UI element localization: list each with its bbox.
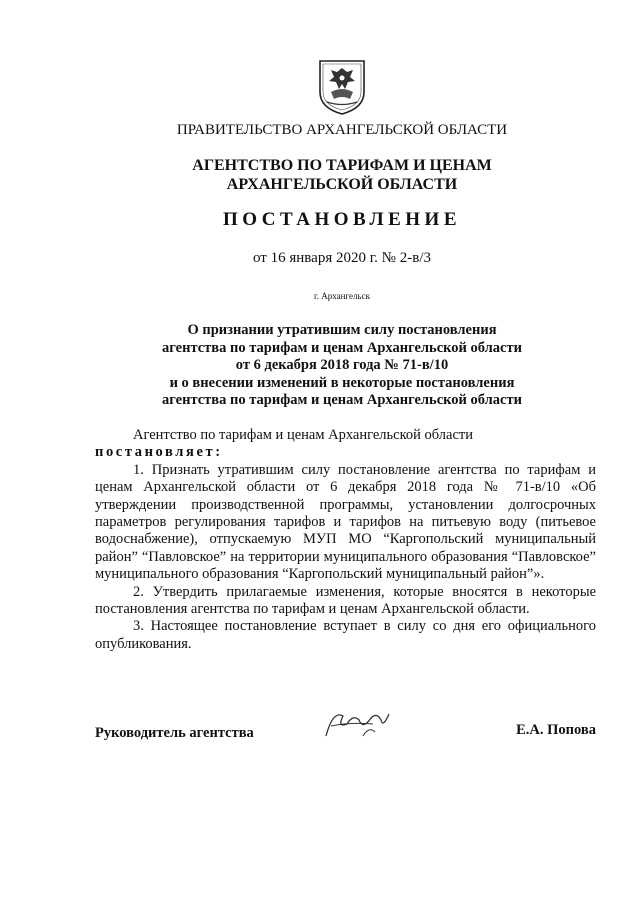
resolution-keyword: постановляет: <box>95 444 223 461</box>
signatory-position: Руководитель агентства <box>95 725 254 741</box>
title-line: агентства по тарифам и ценам Архангельской области <box>162 339 522 356</box>
handwritten-signature-icon <box>323 706 393 742</box>
agency-name <box>0 156 640 194</box>
resolution-item-3: 3. Настоящее постановление вступает в силу со дня его официального опубликования. <box>95 618 596 652</box>
document-type: ПОСТАНОВЛЕНИЕ <box>222 209 462 230</box>
agency-name-line1: АГЕНТСТВО ПО ТАРИФАМ И ЦЕНАМ <box>192 157 492 174</box>
title-line: агентства по тарифам и ценам Архангельской области <box>162 392 522 408</box>
signatory-name: Е.А. Попова <box>516 722 596 738</box>
document-city: г. Архангельск <box>314 291 370 301</box>
title-line: от 6 декабря 2018 года № 71-в/10 <box>235 357 449 373</box>
coat-of-arms-icon <box>317 58 367 116</box>
resolution-item-2: 2. Утвердить прилагаемые изменения, которые вносятся в некоторые постановления агентства по тарифам и ценам Архангельской области. <box>95 583 596 618</box>
title-line: и о внесении изменений в некоторые постановления <box>169 374 515 391</box>
government-name: ПРАВИТЕЛЬСТВО АРХАНГЕЛЬСКОЙ ОБЛАСТИ <box>176 122 508 138</box>
signature-block <box>95 720 596 750</box>
agency-name-line2: АРХАНГЕЛЬСКОЙ ОБЛАСТИ <box>226 176 458 193</box>
intro-paragraph: Агентство по тарифам и ценам Архангельской области <box>133 427 473 443</box>
title-line: О признании утратившим силу постановления <box>187 322 497 338</box>
document-title <box>0 322 640 410</box>
document-date-number: от 16 января 2020 г. № 2-в/3 <box>253 250 431 266</box>
document-body <box>95 427 596 653</box>
resolution-item-1: 1. Признать утратившим силу постановление агентства по тарифам и ценам Архангельской области от 6 декабря 2018 года № 71-в/10 «Об утверждении производственной программы, установлении долгосрочных параметров регулирования тарифов и тарифов на питьевую воду (питьевое водоснабжение), отпускаемую МУП МО “Каргопольский муниципальный район” “Павловское” на территории муниципального образования “Павловское” муниципального образования “Каргопольский муниципальный район”». <box>95 461 596 583</box>
